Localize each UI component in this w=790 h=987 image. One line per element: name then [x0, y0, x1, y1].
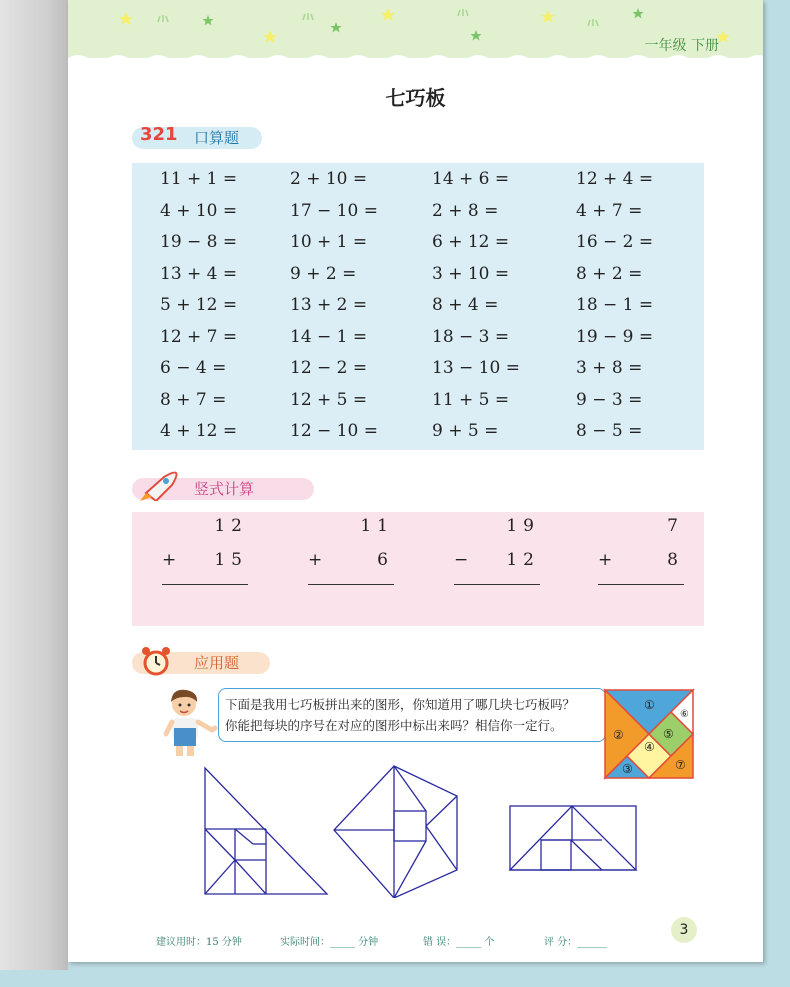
oral-problem: 8 − 5 = — [576, 421, 643, 441]
rocket-icon — [140, 471, 180, 507]
section-label-applied — [132, 652, 270, 674]
book-spine — [0, 0, 68, 970]
oral-problem: 2 + 8 = — [432, 200, 499, 221]
oral-problem: 13 + 2 = — [290, 295, 368, 315]
tangram-number: ④ — [644, 740, 655, 754]
oral-problem: 12 + 4 = — [576, 169, 654, 189]
section-label-vertical — [132, 478, 314, 500]
oral-problem: 3 + 8 = — [576, 358, 643, 378]
oral-problem: 17 − 10 = — [290, 200, 378, 221]
page-number: 3 — [671, 917, 697, 943]
oral-problem: 12 − 2 = — [290, 358, 368, 378]
section-label-oral — [132, 124, 262, 149]
section-label-vertical-text: 竖式计算 — [194, 480, 255, 498]
section-label-applied-text: 应用题 — [194, 654, 240, 672]
numbers-icon-digit: 321 — [140, 124, 178, 145]
vertical-operator: + — [308, 550, 329, 570]
oral-problem: 13 − 10 = — [432, 358, 520, 378]
footer-actual-time: 实际时间：_____ 分钟 — [280, 937, 379, 948]
vertical-answer-line — [454, 584, 540, 585]
oral-problem: 18 − 3 = — [432, 326, 510, 347]
oral-problem: 5 + 12 = — [160, 295, 238, 315]
oral-problem: 2 + 10 = — [290, 169, 368, 189]
figure-triangle — [205, 768, 327, 894]
grade-label: 一年级 下册 — [644, 38, 719, 54]
page-title: 七巧板 — [385, 86, 446, 110]
vertical-answer-line — [308, 584, 394, 585]
oral-problem: 8 + 7 = — [160, 389, 227, 410]
tangram-number: ③ — [622, 762, 633, 776]
oral-problem: 11 + 5 = — [432, 389, 510, 410]
vertical-operator: − — [454, 550, 475, 570]
speech-line-1: 下面是我用七巧板拼出来的图形，你知道用了哪几块七巧板吗？ — [225, 697, 576, 712]
footer-suggested-time: 建议用时：15 分钟 — [156, 937, 242, 948]
workbook-page — [68, 0, 763, 962]
speech-bubble — [218, 688, 606, 742]
boy-illustration — [162, 688, 218, 762]
oral-problem: 14 + 6 = — [432, 169, 510, 189]
tangram-number: ② — [613, 728, 624, 742]
vertical-answer-line — [162, 584, 248, 585]
footer-score: 评 分：______ — [544, 937, 608, 948]
oral-problem: 8 + 2 = — [576, 263, 643, 284]
oral-problem: 9 − 3 = — [576, 389, 643, 410]
oral-problem: 9 + 2 = — [290, 263, 357, 284]
oral-problem: 6 + 12 = — [432, 232, 510, 252]
header-band — [68, 0, 763, 58]
figure-house — [510, 806, 636, 870]
oral-problem: 9 + 5 = — [432, 421, 499, 441]
vertical-problems-panel — [132, 512, 704, 626]
tangram-number: ⑤ — [663, 727, 674, 741]
vertical-bottom-number: 6 — [377, 550, 394, 570]
oral-problem: 19 − 9 = — [576, 326, 654, 347]
vertical-operator: + — [162, 550, 183, 570]
oral-problem: 4 + 7 = — [576, 200, 643, 221]
oral-problem: 14 − 1 = — [290, 326, 368, 347]
oral-problem: 3 + 10 = — [432, 263, 510, 284]
oral-problem: 12 − 10 = — [290, 421, 378, 441]
oral-problem: 4 + 12 = — [160, 421, 238, 441]
oral-problem: 12 + 7 = — [160, 326, 238, 347]
footer-errors: 错 误：_____ 个 — [423, 937, 495, 948]
oral-problem: 11 + 1 = — [160, 169, 238, 189]
numbers-icon — [140, 120, 194, 160]
oral-problem: 8 + 4 = — [432, 295, 499, 315]
oral-problem: 13 + 4 = — [160, 263, 238, 284]
tangram-number: ① — [644, 698, 655, 712]
section-label-oral-text: 口算题 — [194, 129, 240, 147]
vertical-top-number: 19 — [506, 516, 540, 536]
vertical-top-number: 12 — [214, 516, 248, 536]
vertical-bottom-number: 8 — [667, 550, 684, 570]
oral-problem: 6 − 4 = — [160, 358, 227, 378]
oral-problem: 16 − 2 = — [576, 232, 654, 252]
figure-fish — [334, 766, 457, 898]
vertical-top-number: 11 — [360, 516, 394, 536]
speech-line-2: 你能把每块的序号在对应的图形中标出来吗？相信你一定行。 — [225, 718, 563, 733]
vertical-operator: + — [598, 550, 619, 570]
oral-problem: 10 + 1 = — [290, 232, 368, 252]
tangram-number: ⑥ — [680, 709, 689, 720]
vertical-top-number: 7 — [667, 516, 684, 536]
oral-problem: 12 + 5 = — [290, 389, 368, 410]
vertical-bottom-number: 15 — [214, 550, 248, 570]
vertical-bottom-number: 12 — [506, 550, 540, 570]
oral-problem: 19 − 8 = — [160, 232, 238, 252]
vertical-answer-line — [598, 584, 684, 585]
oral-problem: 4 + 10 = — [160, 200, 238, 221]
oral-problem: 18 − 1 = — [576, 295, 654, 315]
oral-problems-panel — [132, 163, 704, 450]
tangram-number: ⑦ — [675, 758, 686, 772]
tangram-figures — [198, 764, 648, 898]
alarm-clock-icon — [140, 645, 172, 683]
